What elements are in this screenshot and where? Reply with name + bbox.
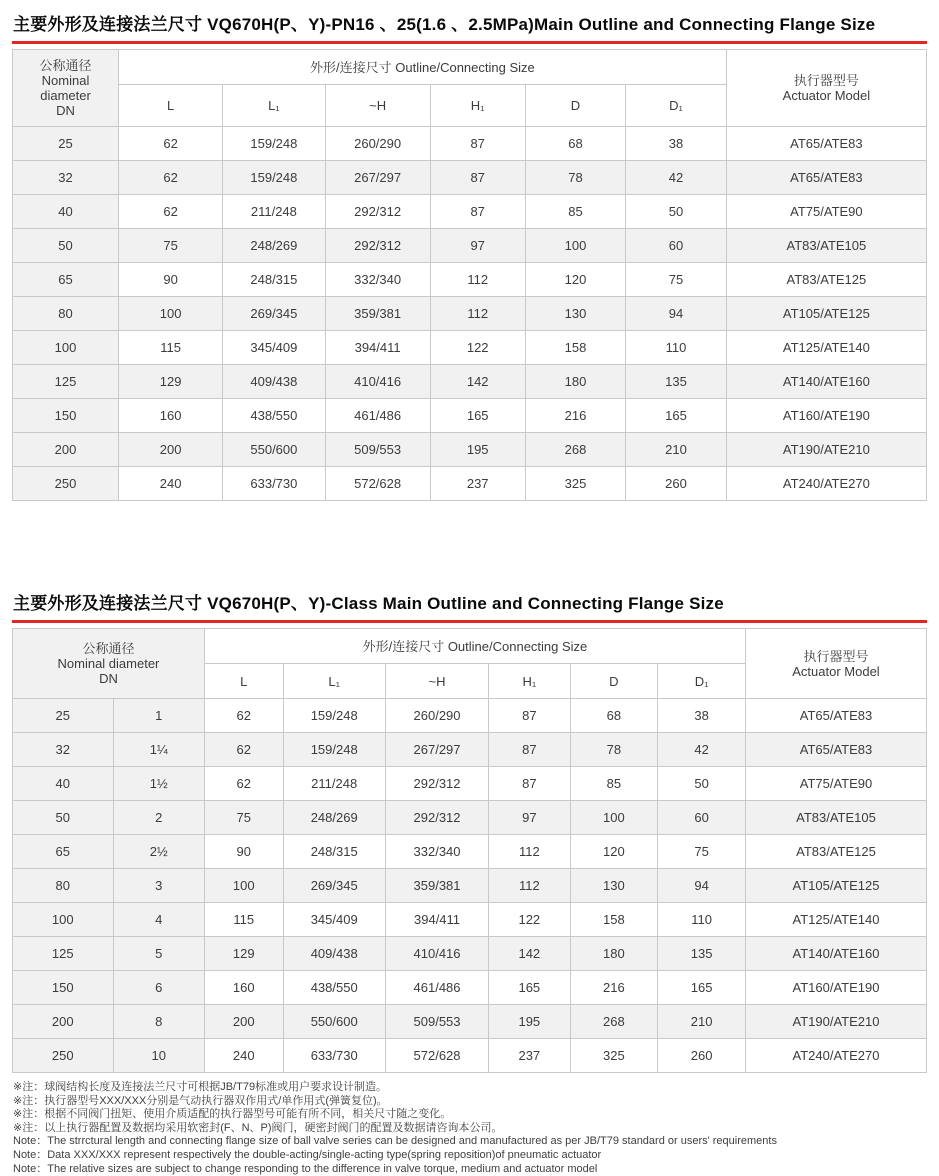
- cell-D: 68: [525, 127, 626, 161]
- cell-D: 68: [570, 699, 658, 733]
- table2-title: 主要外形及连接法兰尺寸 VQ670H(P、Y)-Class Main Outline and Connecting Flange Size: [12, 587, 927, 623]
- cell-D: 158: [570, 903, 658, 937]
- cell-D1: 94: [658, 869, 746, 903]
- note-line: ※注：球阀结构长度及连接法兰尺寸可根据JB/T79标准或用户要求设计制造。: [13, 1081, 388, 1093]
- table-row: [13, 365, 927, 399]
- cell-H: 410/416: [325, 365, 430, 399]
- note-line: ※注：根据不同阀门扭矩、使用介质适配的执行器型号可能有所不同，相关尺寸随之变化。: [13, 1108, 452, 1121]
- cell-L: 160: [119, 399, 223, 433]
- cell-L: 90: [119, 263, 223, 297]
- cell-H1: 87: [430, 161, 525, 195]
- cell-L1: 550/600: [223, 433, 325, 467]
- cell-actuator: AT65/ATE83: [745, 699, 926, 733]
- cell-H1: 165: [430, 399, 525, 433]
- cell-actuator: AT83/ATE125: [745, 835, 926, 869]
- cell-dn: 80: [13, 869, 114, 903]
- cell-H1: 112: [430, 263, 525, 297]
- cell-D1: 165: [658, 971, 746, 1005]
- cell-D: 78: [525, 161, 626, 195]
- table-row: [13, 1005, 927, 1039]
- cell-inch: 8: [113, 1005, 204, 1039]
- cell-D: 180: [570, 937, 658, 971]
- cell-L: 75: [204, 801, 283, 835]
- cell-L: 200: [204, 1005, 283, 1039]
- cell-H1: 112: [489, 835, 570, 869]
- cell-L1: 438/550: [223, 399, 325, 433]
- cell-D1: 110: [626, 331, 727, 365]
- cell-L: 100: [204, 869, 283, 903]
- cell-L: 90: [204, 835, 283, 869]
- cell-D1: 42: [658, 733, 746, 767]
- table-row: [13, 971, 927, 1005]
- table2-header: [13, 629, 927, 699]
- cell-actuator: AT75/ATE90: [726, 195, 926, 229]
- cell-H: 292/312: [325, 229, 430, 263]
- section-class-table: [12, 587, 927, 1073]
- header-line: 执行器型号: [793, 73, 859, 88]
- table-row: [13, 467, 927, 501]
- cell-actuator: AT125/ATE140: [726, 331, 926, 365]
- cell-H: 461/486: [325, 399, 430, 433]
- table2-header-col-L: L: [204, 664, 283, 699]
- cell-H1: 87: [430, 127, 525, 161]
- cell-L: 240: [119, 467, 223, 501]
- cell-H1: 87: [430, 195, 525, 229]
- cell-D1: 60: [626, 229, 727, 263]
- note-line: Note：Data XXX/XXX represent respectively the double-acting/single-acting type(spring reposition)of pneumatic actuator: [13, 1148, 602, 1161]
- cell-L1: 409/438: [223, 365, 325, 399]
- cell-L1: 345/409: [223, 331, 325, 365]
- table2-header-col-D: D: [570, 664, 658, 699]
- cell-D: 216: [525, 399, 626, 433]
- cell-L: 100: [119, 297, 223, 331]
- cell-H1: 195: [489, 1005, 570, 1039]
- table1-header-actuator-model: [726, 50, 926, 127]
- table1-header-col-L: L: [119, 85, 223, 127]
- table-row: [13, 161, 927, 195]
- cell-actuator: AT83/ATE105: [745, 801, 926, 835]
- cell-H: 359/381: [325, 297, 430, 331]
- cell-actuator: AT65/ATE83: [745, 733, 926, 767]
- table2-header-nominal-diameter: [13, 629, 205, 699]
- cell-D: 158: [525, 331, 626, 365]
- cell-L1: 248/269: [223, 229, 325, 263]
- cell-inch: 5: [113, 937, 204, 971]
- cell-actuator: AT160/ATE190: [745, 971, 926, 1005]
- cell-L1: 211/248: [283, 767, 385, 801]
- cell-L: 62: [119, 127, 223, 161]
- note-line: Note：The strrctural length and connecting flange size of ball valve series can be designed and manufactured as per JB/T79 standard or users' requirements: [13, 1135, 777, 1148]
- cell-H: 332/340: [325, 263, 430, 297]
- table2-header-col-L1: L₁: [283, 664, 385, 699]
- header-line: 执行器型号: [803, 648, 869, 664]
- cell-H1: 195: [430, 433, 525, 467]
- cell-actuator: AT83/ATE125: [726, 263, 926, 297]
- cell-L: 75: [119, 229, 223, 263]
- table2-header-col-D1: D₁: [658, 664, 746, 699]
- cell-actuator: AT190/ATE210: [726, 433, 926, 467]
- cell-H: 509/553: [325, 433, 430, 467]
- cell-L1: 159/248: [283, 699, 385, 733]
- cell-dn: 50: [13, 229, 119, 263]
- cell-D1: 50: [658, 767, 746, 801]
- cell-D: 100: [570, 801, 658, 835]
- cell-H1: 165: [489, 971, 570, 1005]
- cell-dn: 40: [13, 767, 114, 801]
- cell-inch: 1½: [113, 767, 204, 801]
- cell-inch: 6: [113, 971, 204, 1005]
- cell-D: 130: [525, 297, 626, 331]
- header-line: 公称通径: [39, 58, 92, 73]
- cell-H: 332/340: [385, 835, 488, 869]
- cell-inch: 1: [113, 699, 204, 733]
- cell-inch: 1¼: [113, 733, 204, 767]
- cell-L1: 159/248: [283, 733, 385, 767]
- cell-H1: 237: [489, 1039, 570, 1073]
- cell-dn: 100: [13, 903, 114, 937]
- table1-header-col-H: ~H: [325, 85, 430, 127]
- cell-H: 410/416: [385, 937, 488, 971]
- cell-actuator: AT240/ATE270: [726, 467, 926, 501]
- table2-class: [12, 628, 927, 1073]
- cell-inch: 10: [113, 1039, 204, 1073]
- note-line: Note：The relative sizes are subject to change responding to the difference in valve torque, medium and actuator model: [13, 1162, 598, 1175]
- cell-D: 325: [570, 1039, 658, 1073]
- table2-header-col-H1: H₁: [489, 664, 570, 699]
- header-line: Nominal: [41, 73, 90, 88]
- cell-H1: 142: [430, 365, 525, 399]
- cell-H: 509/553: [385, 1005, 488, 1039]
- cell-actuator: AT105/ATE125: [745, 869, 926, 903]
- table-row: [13, 869, 927, 903]
- cell-D: 120: [570, 835, 658, 869]
- cell-L: 200: [119, 433, 223, 467]
- cell-dn: 150: [13, 971, 114, 1005]
- cell-inch: 3: [113, 869, 204, 903]
- table1-header-col-H1: H₁: [430, 85, 525, 127]
- cell-L1: 269/345: [223, 297, 325, 331]
- table1-title: 主要外形及连接法兰尺寸 VQ670H(P、Y)-PN16 、25(1.6 、2.5MPa)Main Outline and Connecting Flange Size: [12, 8, 927, 44]
- cell-L1: 409/438: [283, 937, 385, 971]
- cell-H1: 122: [430, 331, 525, 365]
- table-row: [13, 127, 927, 161]
- cell-dn: 125: [13, 365, 119, 399]
- cell-dn: 150: [13, 399, 119, 433]
- cell-H1: 97: [430, 229, 525, 263]
- header-line: 公称通径: [82, 641, 135, 656]
- cell-actuator: AT190/ATE210: [745, 1005, 926, 1039]
- cell-D1: 60: [658, 801, 746, 835]
- cell-L: 160: [204, 971, 283, 1005]
- cell-actuator: AT240/ATE270: [745, 1039, 926, 1073]
- cell-inch: 4: [113, 903, 204, 937]
- note-line: ※注：以上执行器配置及数据均采用软密封(F、N、P)阀门，硬密封阀门的配置及数据请咨询本公司。: [13, 1121, 503, 1134]
- table-row: [13, 229, 927, 263]
- cell-D: 100: [525, 229, 626, 263]
- cell-D: 180: [525, 365, 626, 399]
- cell-dn: 200: [13, 433, 119, 467]
- table-row: [13, 937, 927, 971]
- cell-D1: 135: [658, 937, 746, 971]
- cell-dn: 65: [13, 835, 114, 869]
- cell-D1: 210: [626, 433, 727, 467]
- cell-dn: 250: [13, 467, 119, 501]
- cell-dn: 40: [13, 195, 119, 229]
- cell-H1: 87: [489, 767, 570, 801]
- note-line: ※注：执行器型号XXX/XXX分别是气动执行器双作用式/单作用式(弹簧复位)。: [13, 1094, 388, 1107]
- cell-dn: 65: [13, 263, 119, 297]
- header-line: Nominal diameter: [57, 656, 160, 671]
- table-row: [13, 699, 927, 733]
- cell-H1: 122: [489, 903, 570, 937]
- cell-H: 572/628: [325, 467, 430, 501]
- cell-L: 115: [204, 903, 283, 937]
- cell-D1: 38: [658, 699, 746, 733]
- cell-D: 216: [570, 971, 658, 1005]
- cell-actuator: AT160/ATE190: [726, 399, 926, 433]
- cell-L1: 159/248: [223, 161, 325, 195]
- cell-L: 129: [119, 365, 223, 399]
- cell-L: 62: [119, 195, 223, 229]
- cell-L: 62: [204, 733, 283, 767]
- cell-actuator: AT140/ATE160: [745, 937, 926, 971]
- cell-L1: 633/730: [223, 467, 325, 501]
- table1-body: [13, 127, 927, 501]
- cell-L1: 159/248: [223, 127, 325, 161]
- cell-actuator: AT65/ATE83: [726, 161, 926, 195]
- cell-L1: 550/600: [283, 1005, 385, 1039]
- section-pn16-table: [12, 8, 927, 501]
- cell-L1: 248/269: [283, 801, 385, 835]
- cell-D1: 165: [626, 399, 727, 433]
- cell-L1: 345/409: [283, 903, 385, 937]
- cell-D: 85: [570, 767, 658, 801]
- cell-inch: 2½: [113, 835, 204, 869]
- cell-D1: 210: [658, 1005, 746, 1039]
- cell-dn: 80: [13, 297, 119, 331]
- cell-dn: 25: [13, 127, 119, 161]
- cell-L: 129: [204, 937, 283, 971]
- cell-H: 394/411: [385, 903, 488, 937]
- header-line: Actuator Model: [792, 663, 880, 679]
- cell-D: 78: [570, 733, 658, 767]
- cell-D1: 42: [626, 161, 727, 195]
- cell-H: 359/381: [385, 869, 488, 903]
- table-row: [13, 733, 927, 767]
- cell-L: 240: [204, 1039, 283, 1073]
- table1-header-col-D: D: [525, 85, 626, 127]
- cell-H: 260/290: [325, 127, 430, 161]
- cell-H: 461/486: [385, 971, 488, 1005]
- cell-L1: 633/730: [283, 1039, 385, 1073]
- cell-H1: 142: [489, 937, 570, 971]
- cell-L: 62: [204, 767, 283, 801]
- cell-D1: 94: [626, 297, 727, 331]
- cell-D: 120: [525, 263, 626, 297]
- table-row: [13, 767, 927, 801]
- header-line: Actuator Model: [782, 88, 871, 103]
- header-line: diameter: [40, 88, 91, 103]
- table-row: [13, 903, 927, 937]
- header-line: DN: [99, 671, 118, 686]
- cell-actuator: AT125/ATE140: [745, 903, 926, 937]
- footnotes: [12, 1081, 927, 1176]
- cell-L1: 269/345: [283, 869, 385, 903]
- cell-L: 62: [204, 699, 283, 733]
- cell-D1: 260: [658, 1039, 746, 1073]
- table-row: [13, 331, 927, 365]
- table-row: [13, 263, 927, 297]
- cell-H: 260/290: [385, 699, 488, 733]
- cell-H: 572/628: [385, 1039, 488, 1073]
- table-row: [13, 801, 927, 835]
- cell-D1: 260: [626, 467, 727, 501]
- table1-header-nominal-diameter: [13, 50, 119, 127]
- cell-D1: 75: [658, 835, 746, 869]
- cell-actuator: AT83/ATE105: [726, 229, 926, 263]
- cell-L1: 438/550: [283, 971, 385, 1005]
- table1-header-outline-group: 外形/连接尺寸 Outline/Connecting Size: [119, 50, 727, 85]
- table-row: [13, 399, 927, 433]
- cell-actuator: AT75/ATE90: [745, 767, 926, 801]
- table-row: [13, 835, 927, 869]
- cell-dn: 32: [13, 733, 114, 767]
- cell-H1: 237: [430, 467, 525, 501]
- cell-D: 130: [570, 869, 658, 903]
- cell-H1: 112: [430, 297, 525, 331]
- cell-dn: 100: [13, 331, 119, 365]
- cell-inch: 2: [113, 801, 204, 835]
- cell-dn: 50: [13, 801, 114, 835]
- cell-D1: 75: [626, 263, 727, 297]
- cell-H: 267/297: [385, 733, 488, 767]
- cell-actuator: AT65/ATE83: [726, 127, 926, 161]
- cell-L: 62: [119, 161, 223, 195]
- cell-actuator: AT105/ATE125: [726, 297, 926, 331]
- table2-header-outline-group: 外形/连接尺寸 Outline/Connecting Size: [204, 629, 745, 664]
- cell-L: 115: [119, 331, 223, 365]
- cell-dn: 32: [13, 161, 119, 195]
- cell-dn: 25: [13, 699, 114, 733]
- cell-L1: 248/315: [283, 835, 385, 869]
- cell-dn: 125: [13, 937, 114, 971]
- cell-D1: 38: [626, 127, 727, 161]
- cell-D1: 110: [658, 903, 746, 937]
- cell-L1: 211/248: [223, 195, 325, 229]
- cell-D1: 50: [626, 195, 727, 229]
- table1-header: [13, 50, 927, 127]
- cell-H: 267/297: [325, 161, 430, 195]
- cell-L1: 248/315: [223, 263, 325, 297]
- cell-H1: 112: [489, 869, 570, 903]
- table1-header-col-L1: L₁: [223, 85, 325, 127]
- cell-H: 394/411: [325, 331, 430, 365]
- header-line: DN: [56, 103, 75, 118]
- table-row: [13, 297, 927, 331]
- cell-H: 292/312: [385, 767, 488, 801]
- table-row: [13, 1039, 927, 1073]
- table2-header-col-H: ~H: [385, 664, 488, 699]
- cell-D1: 135: [626, 365, 727, 399]
- cell-H1: 97: [489, 801, 570, 835]
- table1-header-col-D1: D₁: [626, 85, 727, 127]
- cell-H: 292/312: [385, 801, 488, 835]
- table-row: [13, 195, 927, 229]
- table1-pn16: [12, 49, 927, 501]
- cell-H1: 87: [489, 699, 570, 733]
- table2-body: [13, 699, 927, 1073]
- cell-dn: 200: [13, 1005, 114, 1039]
- table-row: [13, 433, 927, 467]
- table2-header-actuator-model: [745, 629, 926, 699]
- cell-H1: 87: [489, 733, 570, 767]
- cell-D: 268: [570, 1005, 658, 1039]
- cell-dn: 250: [13, 1039, 114, 1073]
- cell-D: 268: [525, 433, 626, 467]
- cell-D: 85: [525, 195, 626, 229]
- cell-H: 292/312: [325, 195, 430, 229]
- cell-D: 325: [525, 467, 626, 501]
- cell-actuator: AT140/ATE160: [726, 365, 926, 399]
